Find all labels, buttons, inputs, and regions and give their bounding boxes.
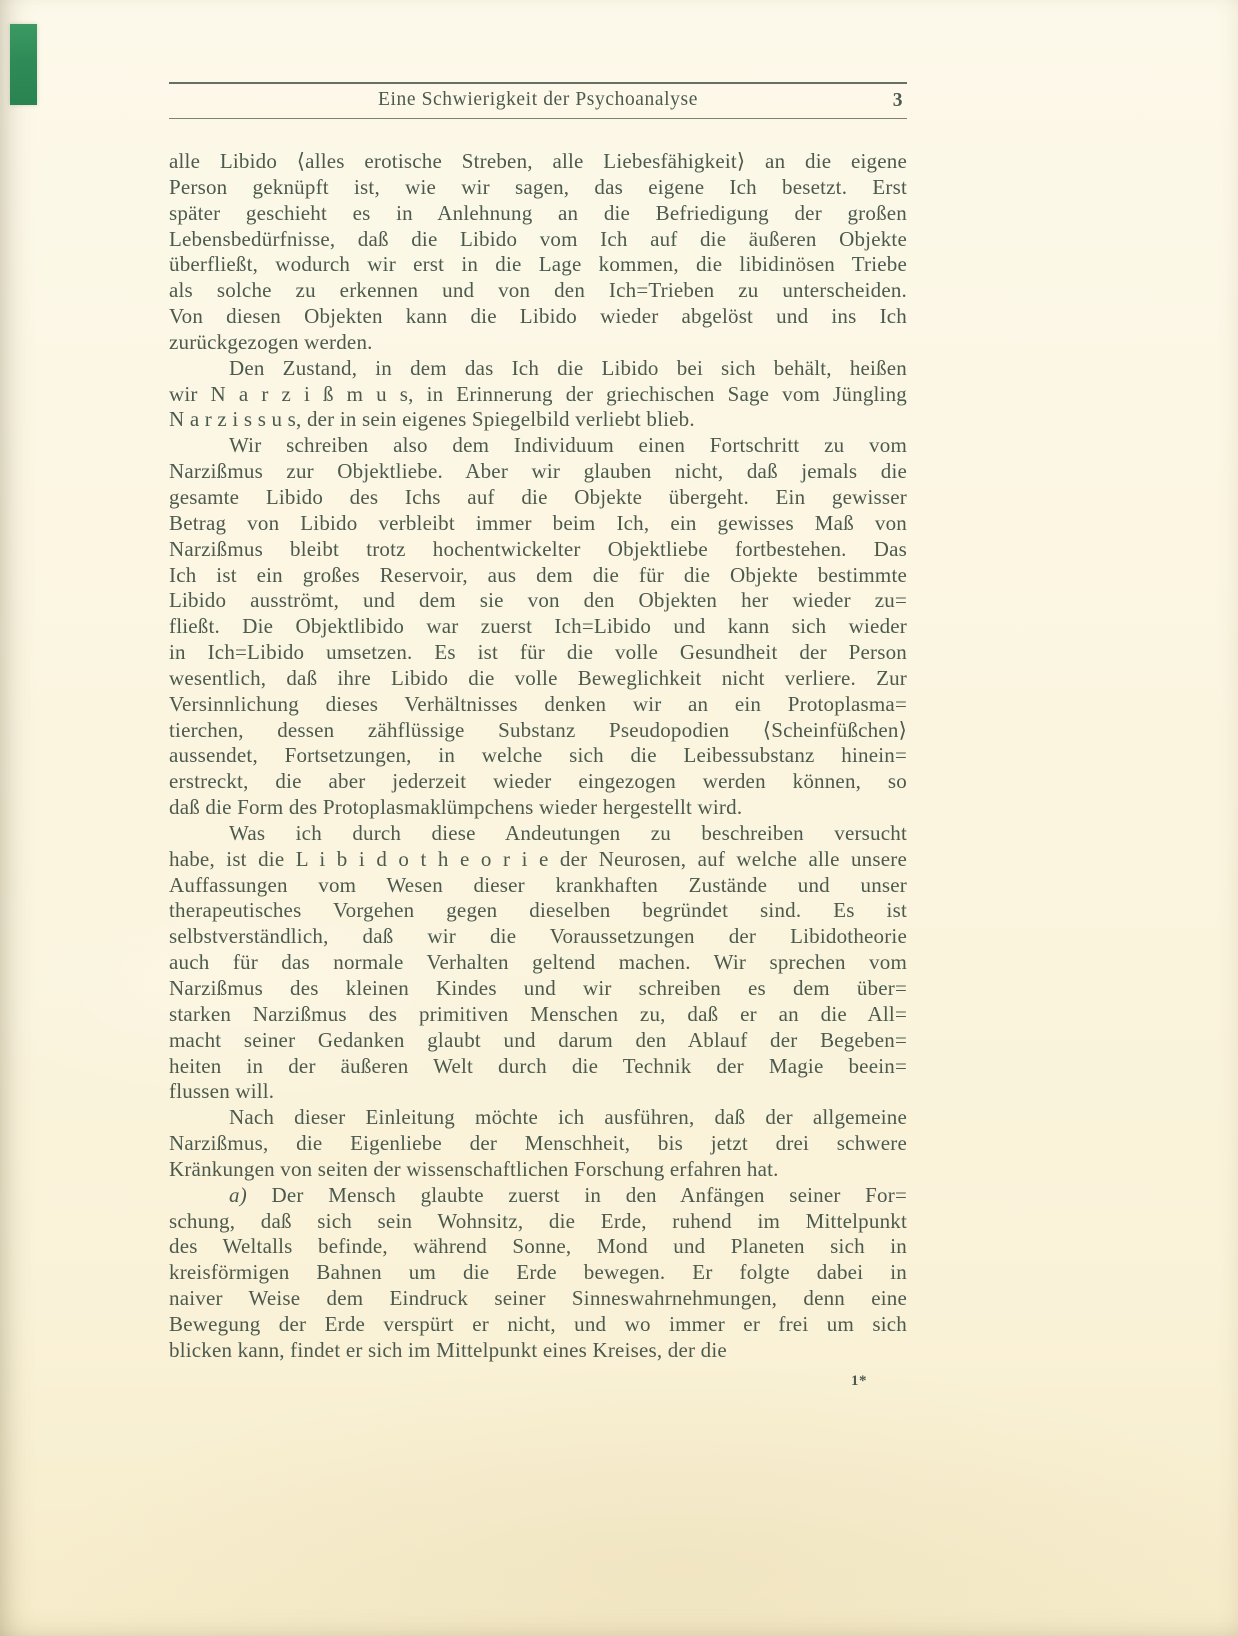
text-line: zurückgezogen werden. xyxy=(169,329,373,354)
text-line: wir N a r z i ß m u s, in Erinnerung der griechischen Sage vom Jüngling xyxy=(169,381,907,406)
text-line: Narzißmus des kleinen Kindes und wir schreiben es dem über= xyxy=(169,976,907,1000)
text-line: fließt. Die Objektlibido war zuerst Ich=Libido und kann sich wieder xyxy=(169,614,907,639)
body-text xyxy=(169,149,907,1364)
text-line: des Weltalls befinde, während Sonne, Mond und Planeten sich in xyxy=(169,1234,907,1259)
text-line: flussen will. xyxy=(169,1079,275,1104)
paragraph-4 xyxy=(169,821,907,1105)
text-line: starken Narzißmus des primitiven Menschen zu, daß er an die All= xyxy=(169,1001,907,1026)
running-head xyxy=(169,82,907,119)
text-line: als solche zu erkennen und von den Ich=Trieben zu unterscheiden. xyxy=(169,278,907,303)
text-line: Narzißmus, die Eigenliebe der Menschheit, bis jetzt drei schwere xyxy=(169,1131,907,1156)
text-line: erstreckt, die aber jederzeit wieder eingezogen werden können, so xyxy=(169,769,907,794)
text-line: habe, ist die L i b i d o t h e o r i e der Neurosen, auf welche alle unsere xyxy=(169,846,907,871)
text-line: Person geknüpft ist, wie wir sagen, das eigene Ich besetzt. Erst xyxy=(169,174,907,199)
text-line: heiten in der äußeren Welt durch die Technik der Magie beein= xyxy=(169,1053,907,1078)
text-line: wesentlich, daß ihre Libido die volle Beweglichkeit nicht verliere. Zur xyxy=(169,665,907,690)
text-line: Lebensbedürfnisse, daß die Libido vom Ich auf die äußeren Objekte xyxy=(169,226,907,251)
page-number: 3 xyxy=(892,90,903,111)
signature-mark: 1* xyxy=(851,1373,867,1389)
paragraph-3 xyxy=(169,433,907,821)
text-line: Auffassungen vom Wesen dieser krankhaften Zustände und unser xyxy=(169,872,907,897)
text-line: Was ich durch diese Andeutungen zu beschreiben versucht xyxy=(229,820,907,845)
paragraph-5 xyxy=(169,1105,907,1183)
running-head-title: Eine Schwierigkeit der Psychoanalyse xyxy=(378,89,698,110)
text-line: gesamte Libido des Ichs auf die Objekte übergeht. Ein gewisser xyxy=(169,484,907,509)
text-line: Von diesen Objekten kann die Libido wieder abgelöst und ins Ich xyxy=(169,304,907,329)
text-line: aussendet, Fortsetzungen, in welche sich die Leibessubstanz hinein= xyxy=(169,743,907,768)
text-line: kreisförmigen Bahnen um die Erde bewegen. Er folgte dabei in xyxy=(169,1260,907,1285)
paragraph-2 xyxy=(169,356,907,434)
text-line: Kränkungen von seiten der wissenschaftlichen Forschung erfahren hat. xyxy=(169,1156,779,1181)
text-line: a) Der Mensch glaubte zuerst in den Anfängen seiner For= xyxy=(229,1182,907,1207)
text-line: N a r z i s s u s, der in sein eigenes Spiegelbild verliebt blieb. xyxy=(169,407,695,432)
text-line: selbstverständlich, daß wir die Voraussetzungen der Libidotheorie xyxy=(169,924,907,949)
text-line: naiver Weise dem Eindruck seiner Sinneswahrnehmungen, denn eine xyxy=(169,1286,907,1311)
text-line: Ich ist ein großes Reservoir, aus dem die für die Objekte bestimmte xyxy=(169,562,907,587)
text-line: tierchen, dessen zähflüssige Substanz Pseudopodien ⟨Scheinfüßchen⟩ xyxy=(169,717,907,742)
text-line: Nach dieser Einleitung möchte ich ausführen, daß der allgemeine xyxy=(229,1105,907,1130)
italic-lead: a) xyxy=(229,1182,247,1207)
text-line: Narzißmus bleibt trotz hochentwickelter Objektliebe fortbestehen. Das xyxy=(169,536,907,561)
text-line: therapeutisches Vorgehen gegen dieselben begründet sind. Es ist xyxy=(169,898,907,923)
text-line: Narzißmus zur Objektliebe. Aber wir glauben nicht, daß jemals die xyxy=(169,459,907,484)
text-line: in Ich=Libido umsetzen. Es ist für die volle Gesundheit der Person xyxy=(169,640,907,665)
text-line: überfließt, wodurch wir erst in die Lage kommen, die libidinösen Triebe xyxy=(169,252,907,277)
paragraph-6 xyxy=(169,1183,907,1364)
text-line: schung, daß sich sein Wohnsitz, die Erde, ruhend im Mittelpunkt xyxy=(169,1208,907,1233)
text-line: Versinnlichung dieses Verhältnisses denken wir an ein Protoplasma= xyxy=(169,691,907,716)
text-line: alle Libido ⟨alles erotische Streben, alle Liebesfähigkeit⟩ an die eigene xyxy=(169,149,907,173)
text-line: daß die Form des Protoplasmaklümpchens wieder hergestellt wird. xyxy=(169,795,743,820)
text-line: blicken kann, findet er sich im Mittelpunkt eines Kreises, der die xyxy=(169,1337,727,1362)
text-line: macht seiner Gedanken glaubt und darum den Ablauf der Begeben= xyxy=(169,1027,907,1052)
text-line: Betrag von Libido verbleibt immer beim Ich, ein gewisses Maß von xyxy=(169,510,907,535)
paragraph-1 xyxy=(169,149,907,356)
text-line: Den Zustand, in dem das Ich die Libido bei sich behält, heißen xyxy=(229,355,907,380)
text-line: Bewegung der Erde verspürt er nicht, und wo immer er frei um sich xyxy=(169,1311,907,1336)
scan-green-strip xyxy=(10,24,37,105)
text-line: Wir schreiben also dem Individuum einen Fortschritt zu vom xyxy=(229,433,907,458)
text-line: auch für das normale Verhalten geltend machen. Wir sprechen vom xyxy=(169,950,907,975)
text-line: später geschieht es in Anlehnung an die Befriedigung der großen xyxy=(169,200,907,225)
text-line: Libido ausströmt, und dem sie von den Objekten her wieder zu= xyxy=(169,588,907,613)
